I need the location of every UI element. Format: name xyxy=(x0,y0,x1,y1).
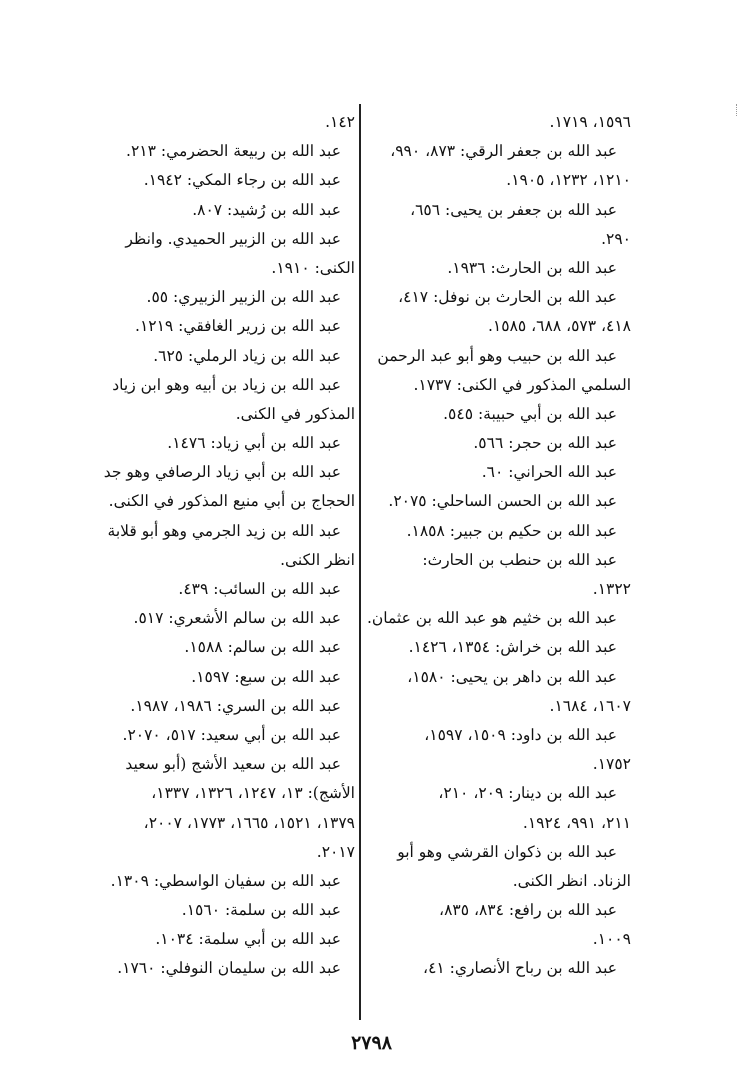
index-entry: عبد الله بن أبي زياد الرصافي وهو جد xyxy=(103,463,341,482)
index-entry: عبد الله بن الحارث بن نوفل: ٤١٧، xyxy=(398,288,617,307)
index-entry: عبد الله بن خثيم هو عبد الله بن عثمان. xyxy=(366,609,617,628)
index-entry-continuation: ١٧٥٢. xyxy=(592,755,631,774)
index-entry: عبد الله بن سفيان الواسطي: ١٣٠٩. xyxy=(110,871,341,890)
index-entry: عبد الله بن الزبير الزبيري: ٥٥. xyxy=(146,288,341,307)
index-column-right xyxy=(366,108,631,984)
index-entry: عبد الله بن سلمة: ١٥٦٠. xyxy=(181,901,341,920)
index-entry: عبد الله بن سليمان النوفلي: ١٧٦٠. xyxy=(117,959,341,978)
index-entry: عبد الله بن حنطب بن الحارث: xyxy=(422,550,617,569)
index-entry: عبد الله بن داهر بن يحيى: ١٥٨٠، xyxy=(407,667,617,686)
index-column-left xyxy=(73,108,355,984)
index-entry: عبد الله بن خراش: ١٣٥٤، ١٤٢٦. xyxy=(408,638,617,657)
index-entry: عبد الله بن سبع: ١٥٩٧. xyxy=(191,667,341,686)
index-entry: عبد الله بن أبي حبيبة: ٥٤٥. xyxy=(443,404,617,423)
index-entry: عبد الله بن حبيب وهو أبو عبد الرحمن xyxy=(377,346,617,365)
index-entry: عبد الله بن رُشيد: ٨٠٧. xyxy=(192,200,341,219)
index-entry: عبد الله بن زياد بن أبيه وهو ابن زياد xyxy=(112,375,341,394)
index-entry-continuation: المذكور في الكنى. xyxy=(235,404,355,423)
index-entry: عبد الله بن أبي سلمة: ١٠٣٤. xyxy=(155,930,341,949)
page-number: ٢٧٩٨ xyxy=(351,1032,392,1054)
index-entry-continuation: ١٣٢٢. xyxy=(592,580,631,598)
index-entry: عبد الله الحراني: ٦٠. xyxy=(481,463,617,482)
scan-mark xyxy=(733,104,737,116)
index-entry-continuation: ١٤٢. xyxy=(325,113,355,131)
index-entry-continuation: ٢٩٠. xyxy=(601,229,631,248)
index-entry-continuation: السلمي المذكور في الكنى: ١٧٣٧. xyxy=(413,375,631,394)
index-entry: عبد الله بن السري: ١٩٨٦، ١٩٨٧. xyxy=(130,696,341,715)
index-entry-continuation: ٢١١، ٩٩١، ١٩٢٤. xyxy=(522,813,631,832)
index-entry: عبد الله بن سعيد الأشج (أبو سعيد xyxy=(125,755,341,774)
index-entry: عبد الله بن جعفر الرقي: ٨٧٣، ٩٩٠، xyxy=(390,142,617,161)
index-entry: عبد الله بن زيد الجرمي وهو أبو قلابة xyxy=(107,521,341,540)
index-entry-continuation: ١٦٠٧، ١٦٨٤. xyxy=(549,696,631,715)
index-entry-continuation: ٤١٨، ٥٧٣، ٦٨٨، ١٥٨٥. xyxy=(487,317,631,336)
index-entry: عبد الله بن جعفر بن يحيى: ٦٥٦، xyxy=(410,200,617,219)
index-entry: عبد الله بن زرير الغافقي: ١٢١٩. xyxy=(135,317,341,336)
index-entry: عبد الله بن أبي سعيد: ٥١٧، ٢٠٧٠. xyxy=(122,725,341,744)
index-entry: عبد الله بن داود: ١٥٠٩، ١٥٩٧، xyxy=(424,725,617,744)
index-entry: عبد الله بن الحسن الساحلي: ٢٠٧٥. xyxy=(388,492,617,511)
index-entry-continuation: الكنى: ١٩١٠. xyxy=(271,258,355,277)
index-entry: عبد الله بن دينار: ٢٠٩، ٢١٠، xyxy=(438,784,617,803)
index-entry: عبد الله بن ربيعة الحضرمي: ٢١٣. xyxy=(126,142,341,161)
index-entry-continuation: ١٠٠٩. xyxy=(592,930,631,949)
index-entry: عبد الله بن حكيم بن جبير: ١٨٥٨. xyxy=(406,521,617,540)
index-entry: عبد الله بن زياد الرملي: ٦٢٥. xyxy=(153,346,341,365)
index-entry: عبد الله بن رافع: ٨٣٤، ٨٣٥، xyxy=(439,901,617,920)
index-entry: عبد الله بن الحارث: ١٩٣٦. xyxy=(447,258,617,277)
index-entry-continuation: ١٥٩٦، ١٧١٩. xyxy=(549,113,631,131)
index-entry: عبد الله بن سالم: ١٥٨٨. xyxy=(184,638,341,657)
index-entry-continuation: انظر الكنى. xyxy=(280,550,355,569)
index-entry-continuation: ٢٠١٧. xyxy=(316,842,355,861)
index-entry-continuation: الحجاج بن أبي منيع المذكور في الكنى. xyxy=(108,492,355,511)
index-entry: عبد الله بن رباح الأنصاري: ٤١، xyxy=(423,959,617,978)
column-divider xyxy=(359,104,361,1020)
index-entry: عبد الله بن رجاء المكي: ١٩٤٢. xyxy=(143,171,341,190)
index-entry: عبد الله بن أبي زياد: ١٤٧٦. xyxy=(167,434,341,453)
index-entry: عبد الله بن حجر: ٥٦٦. xyxy=(473,434,617,453)
index-entry: عبد الله بن الزبير الحميدي. وانظر xyxy=(125,229,341,248)
index-entry-continuation: الزناد. انظر الكنى. xyxy=(512,871,631,890)
index-entry-continuation: ١٢١٠، ١٢٣٢، ١٩٠٥. xyxy=(506,171,631,190)
index-entry-continuation: ١٣٧٩، ١٥٢١، ١٦٦٥، ١٧٧٣، ٢٠٠٧، xyxy=(143,813,355,832)
index-entry-continuation: الأشج): ١٣، ١٢٤٧، ١٣٢٦، ١٣٣٧، xyxy=(151,784,355,803)
index-entry: عبد الله بن ذكوان القرشي وهو أبو xyxy=(397,842,617,861)
index-entry: عبد الله بن سالم الأشعري: ٥١٧. xyxy=(133,609,341,628)
index-entry: عبد الله بن السائب: ٤٣٩. xyxy=(178,580,341,598)
